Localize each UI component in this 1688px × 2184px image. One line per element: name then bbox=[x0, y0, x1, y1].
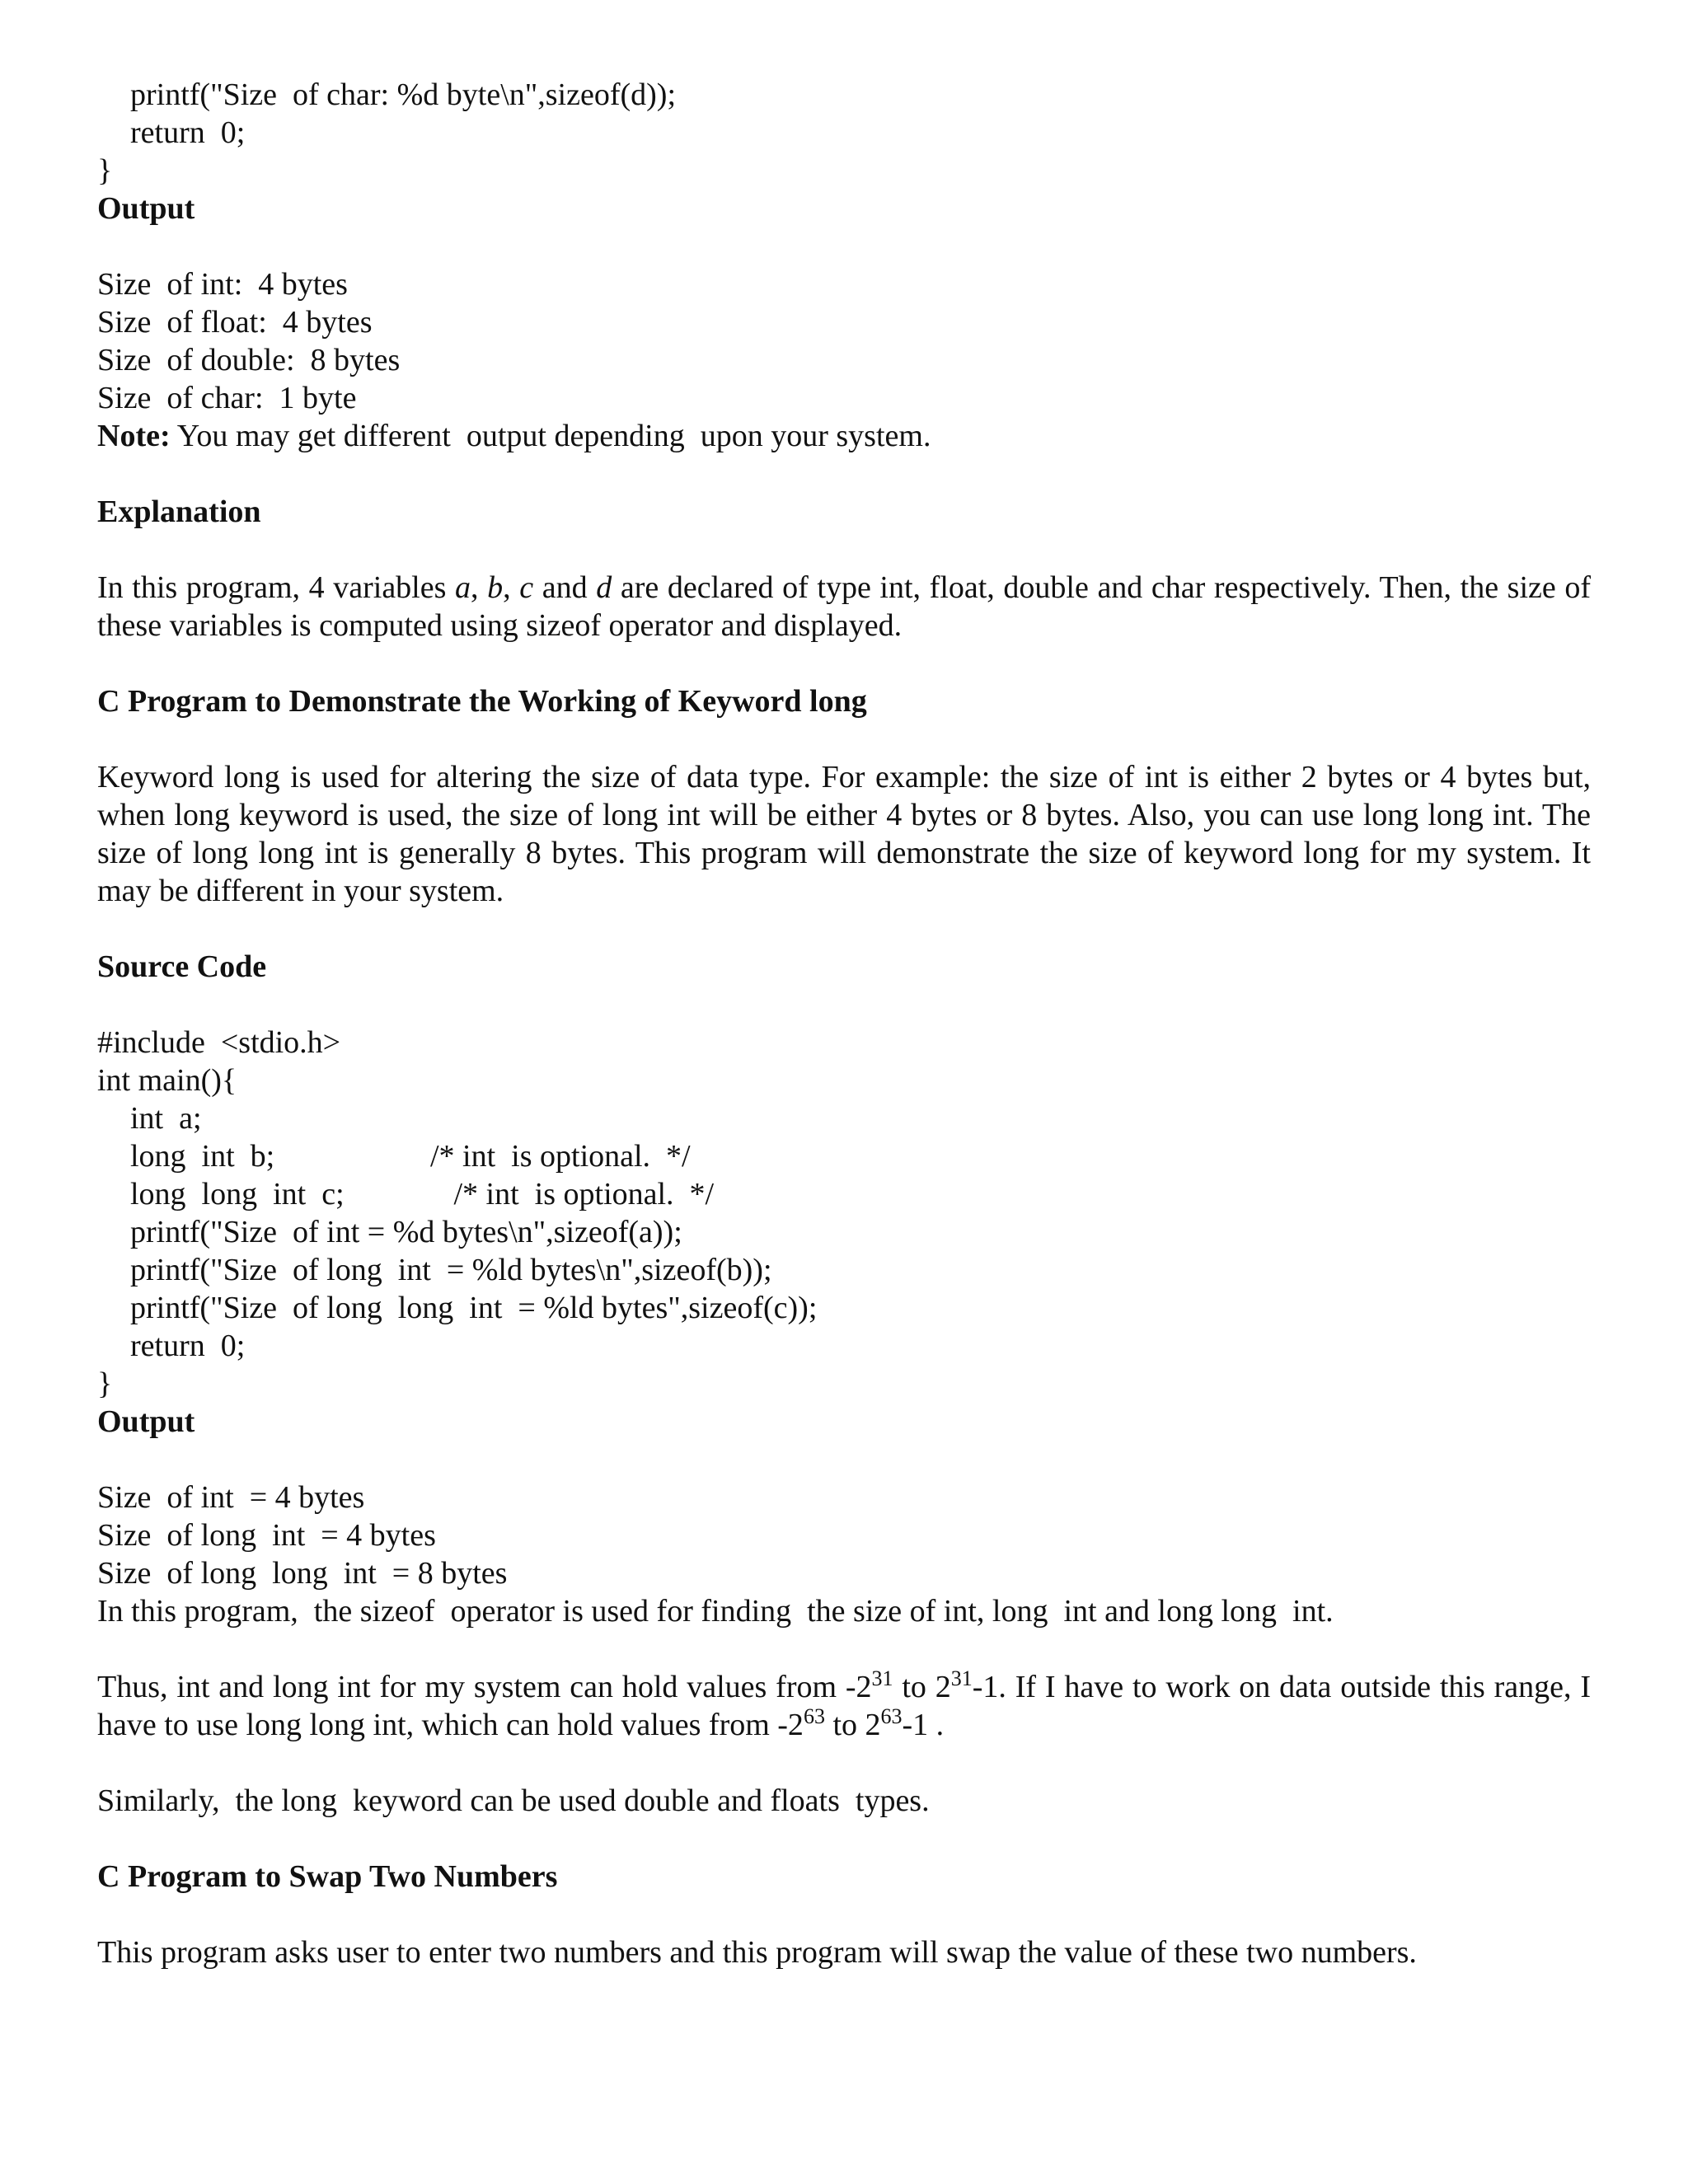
code-line: long int b; /* int is optional. */ bbox=[130, 1139, 691, 1174]
code-line: printf("Size of long int = %ld bytes\n",sizeof(b)); bbox=[130, 1253, 772, 1287]
output-line: Size of long int = 4 bytes bbox=[97, 1518, 436, 1553]
section-heading-swap: C Program to Swap Two Numbers bbox=[97, 1859, 558, 1894]
similarly-line: Similarly, the long keyword can be used double and floats types. bbox=[97, 1783, 930, 1818]
output-line: Size of int: 4 bytes bbox=[97, 267, 348, 302]
explanation-paragraph: In this program, 4 variables a, b, c and d are declared of type int, float, double and char respectively. Then, the size of these variables is computed using sizeof operator and displayed. bbox=[97, 570, 1592, 643]
code-line: long long int c; /* int is optional. */ bbox=[130, 1177, 715, 1212]
note-line bbox=[97, 417, 1591, 455]
output-heading: Output bbox=[97, 1404, 195, 1439]
code-line: int a; bbox=[130, 1101, 202, 1136]
code-line: printf("Size of char: %d byte\n",sizeof(d)); bbox=[130, 77, 677, 112]
code-line: #include <stdio.h> bbox=[97, 1025, 341, 1060]
note-label: Note: bbox=[97, 419, 171, 453]
code-line: int main(){ bbox=[97, 1063, 237, 1098]
output-line: Size of double: 8 bytes bbox=[97, 343, 401, 377]
code-line: printf("Size of long long int = %ld bytes",sizeof(c)); bbox=[130, 1291, 818, 1325]
output-line: Size of long long int = 8 bytes bbox=[97, 1556, 508, 1591]
document-page bbox=[97, 76, 1591, 1971]
code-line: return 0; bbox=[130, 115, 246, 150]
section-heading-long: C Program to Demonstrate the Working of Keyword long bbox=[97, 684, 867, 719]
long-paragraph: Keyword long is used for altering the size of data type. For example: the size of int is either 2 bytes or 4 bytes but, when long keyword is used, the size of long int will be either 4 bytes or 8 bytes. Also, you can use long long int. The size of long long int is generally 8 bytes. This program will demonstrate the size of keyword long for my system. It may be different in your system. bbox=[97, 760, 1591, 908]
output-heading: Output bbox=[97, 191, 195, 226]
source-code-heading: Source Code bbox=[97, 949, 267, 984]
range-paragraph: Thus, int and long int for my system can hold values from $-2^{31}$ to $2^{31}-1$. If I have to work on data outside this range, I have to use long long int, which can hold values from $-2^{63}$ to $2^{63}-1$ . bbox=[97, 1666, 1591, 1742]
code-line: } bbox=[97, 153, 113, 188]
code-comment: /* int is optional. */ bbox=[430, 1177, 715, 1212]
code-line: printf("Size of int = %d bytes\n",sizeof(a)); bbox=[130, 1215, 682, 1249]
code-line: } bbox=[97, 1366, 113, 1401]
output-line: Size of char: 1 byte bbox=[97, 381, 357, 415]
note-text: You may get different output depending upon your system. bbox=[170, 419, 931, 453]
code-line: return 0; bbox=[130, 1329, 246, 1363]
output-line: Size of int = 4 bytes bbox=[97, 1480, 365, 1515]
explanation-heading: Explanation bbox=[97, 494, 261, 529]
output-summary: In this program, the sizeof operator is used for finding the size of int, long int and long long int. bbox=[97, 1594, 1334, 1629]
swap-paragraph: This program asks user to enter two numbers and this program will swap the value of these two numbers. bbox=[97, 1935, 1417, 1970]
code-comment: /* int is optional. */ bbox=[430, 1139, 691, 1174]
output-line: Size of float: 4 bytes bbox=[97, 305, 373, 340]
